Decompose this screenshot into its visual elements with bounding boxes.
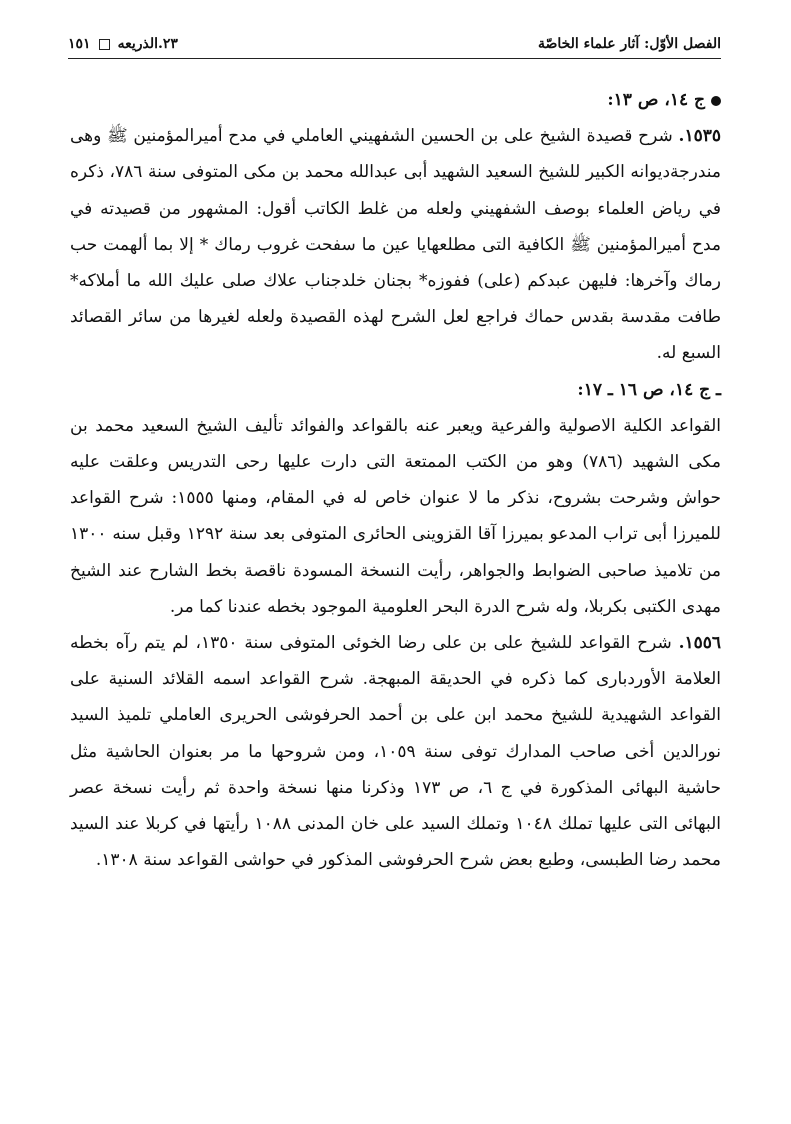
reference-line-2 — [70, 372, 721, 408]
entry-number: ١٥٣٥. — [678, 126, 721, 147]
volume-reference: ٢٣.الذريعه — [117, 36, 178, 52]
volume-page-reference: ـ ج ١٤، ص ١٦ ـ ١٧: — [577, 379, 721, 400]
reference-line-1 — [70, 82, 721, 118]
entry-1535 — [70, 118, 721, 371]
entry-text: شرح قصيدة الشيخ على بن الحسين الشفهيني العاملي في مدح أميرالمؤمنين ﷺ وهى مندرجةديوانه الكبير للشيخ السعيد الشهيد أبى عبدالله محمد بن مكى المتوفى سنة ٧٨٦، ذكره في رياض العلماء بوصف الشفهيني ولعله من غلط الكاتب أقول: المشهور من قصيدته في مدح أميرالمؤمنين ﷺ الكافية التى مطلعهايا عين ما سفحت غروب رماك * إلا بما ألهمت حب رماك وآخرها: فليهن عبدكم (على) ففوزه* بجنان خلدجناب علاك صلى عليك الله ما أملاكه* طافت مقدسة بقدس حماك فراجع لعل الشرح لهذه القصيدة ولعله لغيرها من سائر القصائد السبع له. — [70, 126, 722, 364]
entry-text: شرح القواعد للشيخ على بن على رضا الخوئى المتوفى سنة ١٣٥٠، لم يتم رآه بخطه العلامة الأوردبارى كما ذكره في الحديقة المبهجة. شرح القواعد اسمه القلائد السنية على القواعد الشهيدية للشيخ محمد ابن على بن أحمد الحرفوشى الحريرى العاملي تلميذ السيد نورالدين أخى صاحب المدارك توفى سنة ١٠٥٩، ومن شروحها ما مر بعنوان الحاشية مثل حاشية البهائى المذكورة في ج ٦، ص ١٧٣ وذكرنا منها نسخة واحدة ثم رأيت نسخة عصر البهائى التى عليها تملك ١٠٤٨ وتملك السيد على خان المدنى ١٠٨٨ رأيتها في كربلا عند السيد محمد رضا الطبسى، وطبع بعض شرح الحرفوشى المذكور في حواشى القواعد سنة ١٣٠٨. — [70, 633, 722, 871]
entry-number: ١٥٥٦. — [678, 633, 722, 654]
chapter-title: الفصل الأوّل: آثار علماء الخاصّة — [537, 36, 721, 52]
square-icon — [99, 39, 110, 50]
page-body — [70, 82, 721, 878]
page-number: ١٥١ — [68, 36, 91, 52]
qawaid-paragraph: القواعد الكلية الاصولية والفرعية ويعبر عنه بالقواعد والفوائد تأليف الشيخ السعيد محمد بن مكى الشهيد (٧٨٦) وهو من الكتب الممتعة التى دارت عليها رحى التدريس وعلقت عليه حواش وشرحت بشروح، نذكر ما لا عنوان خاص له في المقام، ومنها ١٥٥٥: شرح القواعد للميرزا أبى تراب المدعو بميرزا آقا القزوينى الحائرى المتوفى بعد سنة ١٢٩٢ وقبل سنه ١٣٠٠ من تلاميذ صاحبى الضوابط والجواهر، رأيت النسخة المسودة ناقصة بخط الشارح عند الشيخ مهدى الكتبى بكربلا، وله شرح الدرة البحر العلومية الموجود بخطه عندنا كما مر. — [70, 415, 721, 617]
header-reference — [68, 36, 178, 52]
entry-1556 — [70, 625, 721, 878]
volume-page-reference: ج ١٤، ص ١٣: — [607, 90, 705, 110]
page-header — [68, 30, 721, 59]
bullet-icon — [711, 96, 721, 106]
